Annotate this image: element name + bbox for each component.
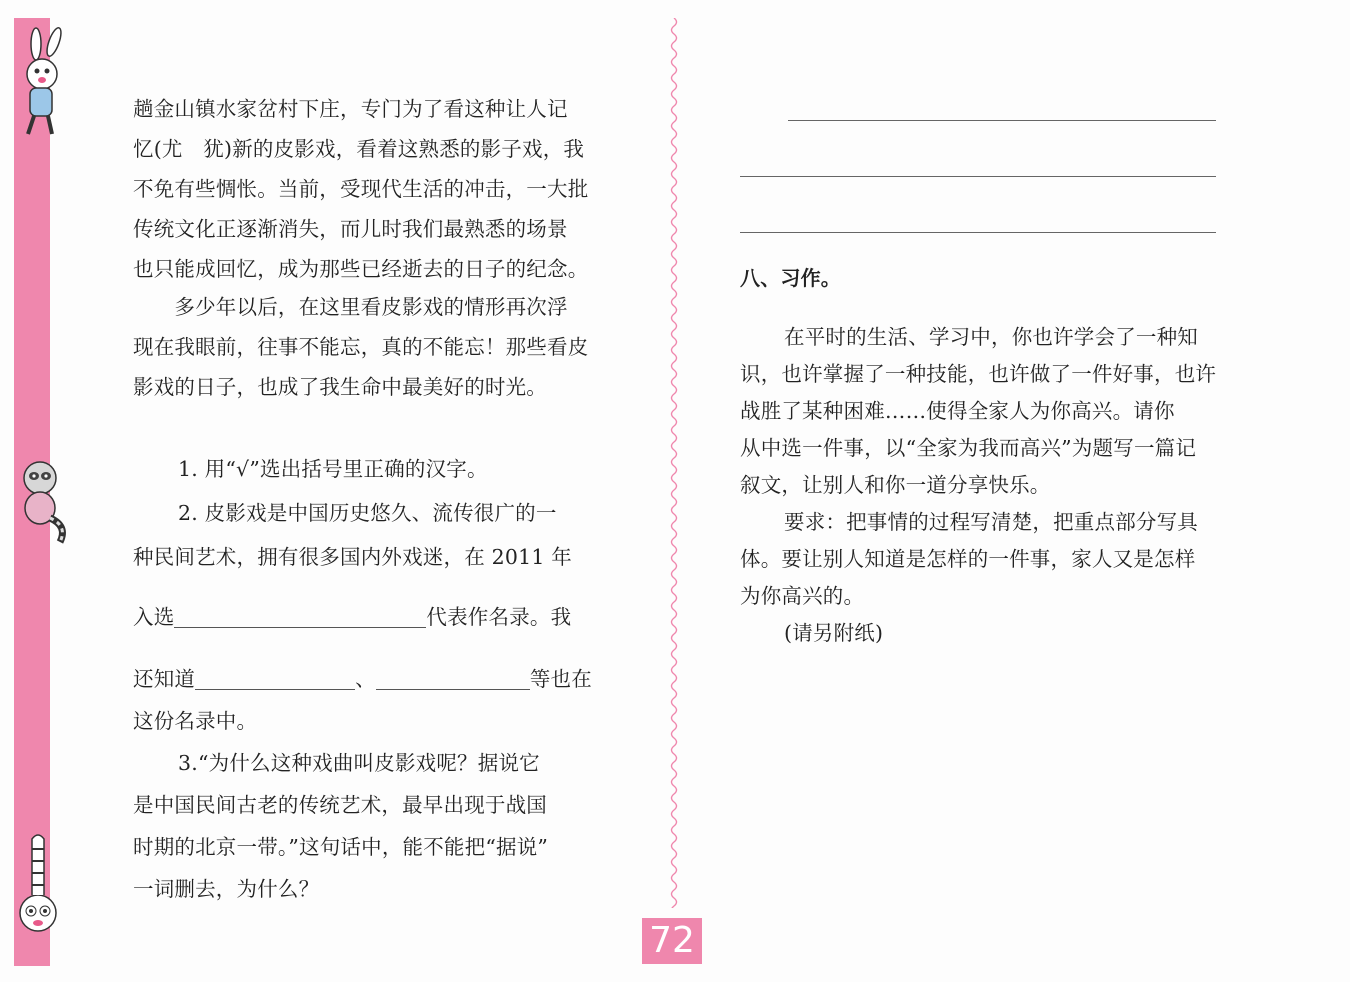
section-8-heading: 八、习作。 (740, 266, 841, 290)
passage-line: 趟金山镇水家岔村下庄，专门为了看这种让人记 (133, 97, 568, 121)
question-3-line: 一词删去，为什么？ (133, 877, 320, 901)
question-2-text: 等也在 (529, 667, 592, 691)
answer-line[interactable] (740, 176, 1216, 177)
prompt-line: 叙文，让别人和你一道分享快乐。 (740, 473, 1051, 497)
question-2-text: 、 (355, 667, 376, 691)
question-2-text: 入选 (133, 605, 175, 629)
question-2-text: 还知道 (133, 667, 196, 691)
prompt-line: 在平时的生活、学习中，你也许学会了一种知 (784, 325, 1198, 349)
answer-line[interactable] (740, 232, 1216, 233)
attach-paper-note: (请另附纸) (784, 621, 884, 645)
answer-blank[interactable] (195, 669, 355, 690)
rabbit-icon (12, 26, 72, 141)
page-number: 72 (642, 918, 702, 964)
prompt-line: 战胜了某种困难……使得全家人为你高兴。请你 (740, 399, 1175, 423)
requirement-line: 体。要让别人知道是怎样的一件事，家人又是怎样 (740, 547, 1196, 571)
question-2-line (133, 662, 592, 692)
answer-blank[interactable] (174, 607, 426, 628)
raccoon-icon (10, 456, 70, 546)
question-2-line: 种民间艺术，拥有很多国内外戏迷，在 2011 年 (133, 545, 573, 569)
question-3-line: 是中国民间古老的传统艺术，最早出现于战国 (133, 793, 547, 817)
passage-line: 现在我眼前，往事不能忘，真的不能忘！那些看皮 (133, 335, 589, 359)
requirement-line: 为你高兴的。 (740, 584, 865, 608)
passage-line: 多少年以后，在这里看皮影戏的情形再次浮 (133, 295, 568, 319)
question-3-line: 3.“为什么这种戏曲叫皮影戏呢？据说它 (178, 751, 540, 775)
prompt-line: 识，也许掌握了一种技能，也许做了一件好事，也许 (740, 362, 1217, 386)
passage-line: 传统文化正逐渐消失，而儿时我们最熟悉的场景 (133, 217, 568, 241)
passage-line: 也只能成回忆，成为那些已经逝去的日子的纪念。 (133, 257, 589, 281)
prompt-line: 从中选一件事，以“全家为我而高兴”为题写一篇记 (740, 436, 1197, 460)
passage-line: 不免有些惆怅。当前，受现代生活的冲击，一大批 (133, 177, 589, 201)
tiger-icon (8, 825, 70, 945)
passage-line: 忆(尤 犹)新的皮影戏，看着这熟悉的影子戏，我 (133, 137, 585, 161)
center-wavy-divider (668, 18, 680, 908)
question-2-line: 2. 皮影戏是中国历史悠久、流传很广的一 (178, 501, 557, 525)
passage-line: 影戏的日子，也成了我生命中最美好的时光。 (133, 375, 547, 399)
question-2-line (133, 600, 571, 630)
question-1: 1. 用“√”选出括号里正确的汉字。 (178, 457, 488, 481)
question-3-line: 时期的北京一带。”这句话中，能不能把“据说” (133, 835, 549, 859)
answer-blank[interactable] (376, 669, 530, 690)
requirement-line: 要求：把事情的过程写清楚，把重点部分写具 (784, 510, 1198, 534)
answer-line[interactable] (788, 120, 1216, 121)
question-2-text: 代表作名录。我 (426, 605, 572, 629)
question-2-line: 这份名录中。 (133, 709, 258, 733)
